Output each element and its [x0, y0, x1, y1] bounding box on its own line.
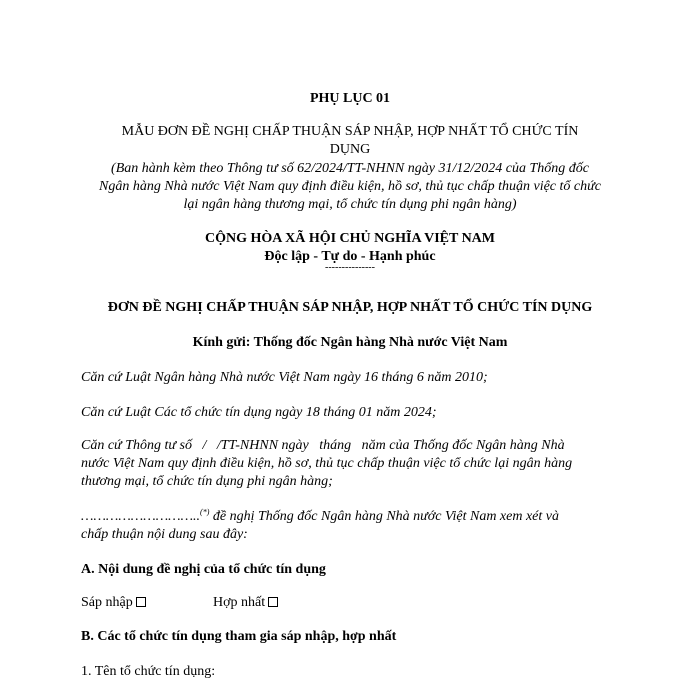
- request-line-2: chấp thuận nội dung sau đây:: [81, 527, 248, 542]
- item-1-credit-institution-name: 1. Tên tổ chức tín dụng:: [81, 664, 216, 679]
- legal-basis-2: Căn cứ Luật Các tổ chức tín dụng ngày 18 tháng 01 năm 2024;: [81, 405, 437, 420]
- option-consolidation-label: Hợp nhất: [213, 595, 266, 610]
- motto-rule: ---------------: [325, 262, 375, 273]
- request-line-1-text: đề nghị Thống đốc Ngân hàng Nhà nước Việt Nam xem xét và: [209, 509, 559, 524]
- issued-note-line-2: Ngân hàng Nhà nước Việt Nam quy định điều kiện, hồ sơ, thủ tục chấp thuận việc tổ chức: [99, 179, 601, 194]
- option-consolidation: [213, 594, 278, 612]
- legal-basis-3-line-1: Căn cứ Thông tư số / /TT-NHNN ngày tháng năm của Thống đốc Ngân hàng Nhà: [81, 438, 565, 453]
- form-title-line-1: MẪU ĐƠN ĐỀ NGHỊ CHẤP THUẬN SÁP NHẬP, HỢP NHẤT TỔ CHỨC TÍN: [121, 124, 579, 139]
- option-merger: [81, 594, 146, 612]
- legal-basis-3-line-3: thương mại, tổ chức tín dụng phi ngân hàng;: [81, 474, 333, 489]
- option-merger-label: Sáp nhập: [81, 595, 133, 610]
- section-a-title: A. Nội dung đề nghị của tổ chức tín dụng: [81, 562, 326, 577]
- footnote-marker: (*): [200, 507, 210, 517]
- form-title-line-2: DỤNG: [329, 142, 371, 157]
- legal-basis-3-line-2: nước Việt Nam quy định điều kiện, hồ sơ, thủ tục chấp thuận việc tổ chức lại ngân hàng: [81, 456, 573, 471]
- issued-note-line-3: lại ngân hàng thương mại, tổ chức tín dụng phi ngân hàng): [183, 197, 517, 212]
- appendix-title: PHỤ LỤC 01: [309, 91, 391, 106]
- legal-basis-1: Căn cứ Luật Ngân hàng Nhà nước Việt Nam ngày 16 tháng 6 năm 2010;: [81, 370, 488, 385]
- national-motto: Độc lập - Tự do - Hạnh phúc: [264, 249, 436, 264]
- issued-note-line-1: (Ban hành kèm theo Thông tư số 62/2024/TT-NHNN ngày 31/12/2024 của Thống đốc: [111, 161, 589, 176]
- consolidation-checkbox[interactable]: [268, 597, 278, 607]
- request-line-1: [81, 508, 559, 526]
- merger-checkbox[interactable]: [136, 597, 146, 607]
- section-b-title: B. Các tổ chức tín dụng tham gia sáp nhập, hợp nhất: [81, 629, 397, 644]
- republic-name: CỘNG HÒA XÃ HỘI CHỦ NGHĨA VIỆT NAM: [204, 231, 495, 246]
- recipient-line: Kính gửi: Thống đốc Ngân hàng Nhà nước Việt Nam: [192, 335, 508, 350]
- applicant-name-placeholder: ………………………..: [81, 509, 201, 524]
- application-title: ĐƠN ĐỀ NGHỊ CHẤP THUẬN SÁP NHẬP, HỢP NHẤT TỔ CHỨC TÍN DỤNG: [107, 300, 593, 315]
